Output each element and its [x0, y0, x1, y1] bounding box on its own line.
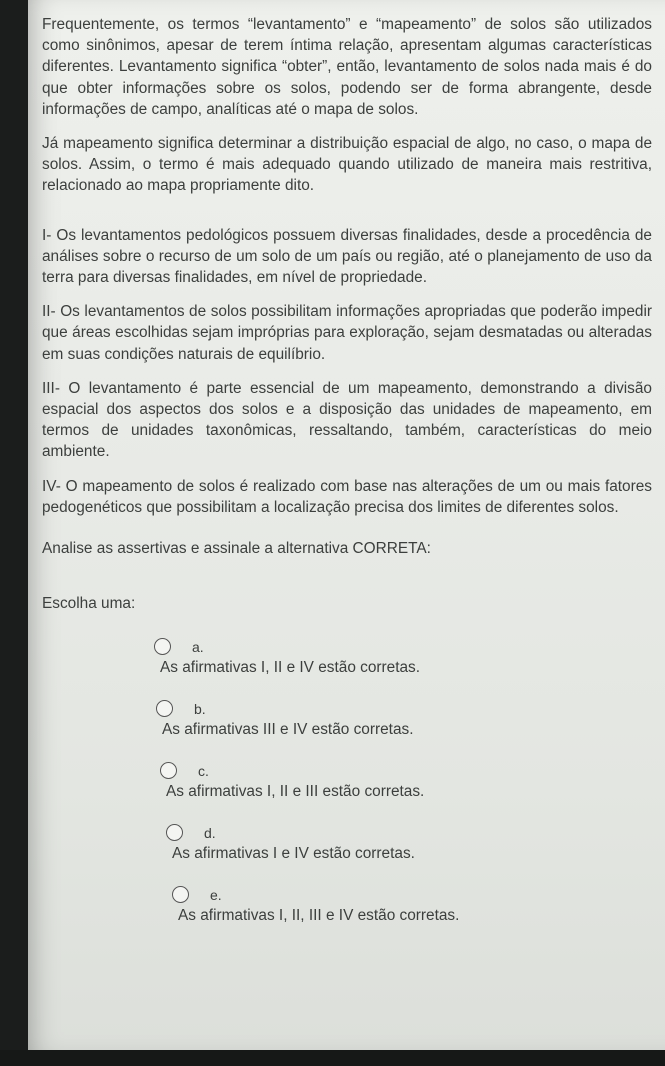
option-c[interactable] — [42, 752, 652, 814]
option-a-text: As afirmativas I, II e IV estão corretas. — [160, 659, 421, 677]
intro-paragraph-2: Já mapeamento significa determinar a distribuição espacial de algo, no caso, o mapa de solos. Assim, o termo é mais adequado quando utilizado de maneira mais restritiva, relacionado ao mapa propriamente dito. — [42, 135, 652, 195]
option-e[interactable] — [42, 876, 652, 938]
answer-options — [42, 628, 652, 938]
option-b-text: As afirmativas III e IV estão corretas. — [162, 721, 414, 739]
option-c-text: As afirmativas I, II e III estão corretas. — [166, 783, 425, 801]
printed-page — [28, 0, 665, 1050]
option-d[interactable] — [42, 814, 652, 876]
statement-3: III- O levantamento é parte essencial de um mapeamento, demonstrando a divisão espacial dos aspectos dos solos e a disposição das unidades de mapeamento, em termos de unidades taxonômicas, ressaltando, também, características do meio ambiente. — [42, 379, 652, 461]
intro-paragraph-1: Frequentemente, os termos “levantamento” e “mapeamento” de solos são utilizados como sinônimos, apesar de terem íntima relação, apresentam algumas características diferentes. Levantamento significa “obter”, então, levantamento de solos nada mais é do que obter informações sobre os solos, podendo ser de forma abrangente, desde informações de campo, analíticas até o mapa de solos. — [42, 16, 652, 118]
statement-2: II- Os levantamentos de solos possibilitam informações apropriadas que poderão impedir que áreas escolhidas sejam impróprias para exploração, sejam desmatadas ou alteradas em suas condições naturais de equilíbrio. — [42, 303, 652, 363]
option-e-text: As afirmativas I, II, III e IV estão corretas. — [178, 907, 460, 925]
option-a-letter: a. — [192, 639, 204, 656]
option-c-letter: c. — [198, 763, 209, 780]
statement-4: IV- O mapeamento de solos é realizado com base nas alterações de um ou mais fatores pedogenéticos que possibilitam a localização precisa dos limites de diferentes solos. — [42, 477, 652, 516]
option-a[interactable] — [42, 628, 652, 690]
radio-option-d[interactable] — [166, 824, 183, 841]
screen-bezel — [0, 1050, 665, 1066]
option-b[interactable] — [42, 690, 652, 752]
option-d-letter: d. — [204, 825, 216, 842]
radio-option-e[interactable] — [172, 886, 189, 903]
option-d-text: As afirmativas I e IV estão corretas. — [172, 845, 415, 863]
option-b-letter: b. — [194, 701, 206, 718]
question-prompt: Analise as assertivas e assinale a alternativa CORRETA: — [42, 540, 431, 558]
choose-label: Escolha uma: — [42, 595, 136, 613]
option-e-letter: e. — [210, 887, 222, 904]
radio-option-c[interactable] — [160, 762, 177, 779]
question-content — [42, 14, 652, 938]
statement-1: I- Os levantamentos pedológicos possuem diversas finalidades, desde a procedência de análises sobre o recurso de um solo de um país ou região, até o planejamento de uso da terra para diversas finalidades, em nível de propriedade. — [42, 226, 652, 287]
radio-option-b[interactable] — [156, 700, 173, 717]
radio-option-a[interactable] — [154, 638, 171, 655]
